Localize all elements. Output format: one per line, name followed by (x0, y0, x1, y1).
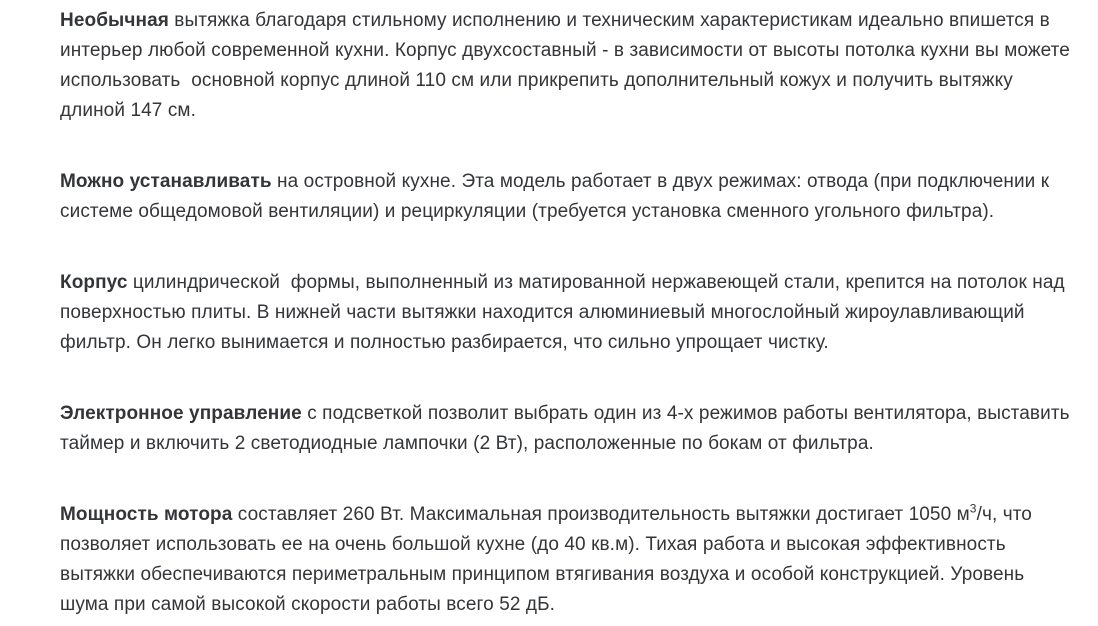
paragraph-text: на островной кухне. Эта модель работает в двух режимах: отвода (при подключении к системе общедомовой вентиляции) и рециркуляции (требуется установка сменного угольного фильтра). (60, 171, 1055, 222)
superscript: 3 (969, 501, 977, 516)
paragraph (60, 268, 1070, 358)
paragraph-lead: Мощность мотора (60, 504, 233, 525)
paragraph-text: составляет 260 Вт. Максимальная производительность вытяжки достигает 1050 м (232, 504, 970, 525)
paragraph-text: вытяжка благодаря стильному исполнению и техническим характеристикам идеально впишется в интерьер любой современной кухни. Корпус двухсоставный - в зависимости от высоты потолка кухни вы можете использовать основной корпус длиной 110 см или прикрепить дополнительный кожух и получить вытяжку длиной 147 см. (60, 10, 1076, 121)
paragraph-lead: Можно устанавливать (60, 171, 272, 192)
paragraph (60, 6, 1076, 126)
paragraph-text: цилиндрической формы, выполненный из матированной нержавеющей стали, крепится на потолок над поверхностью плиты. В нижней части вытяжки находится алюминиевый многослойный жироулавливающий фильтр. Он легко вынимается и полностью разбирается, что сильно упрощает чистку. (60, 272, 1071, 353)
paragraph (60, 399, 1076, 459)
paragraph (60, 167, 1070, 227)
paragraph-lead: Необычная (60, 10, 169, 31)
paragraph-text: /ч, что позволяет использовать ее на очень большой кухне (до 40 кв.м). Тихая работа и высокая эффективность вытяжки обеспечиваются периметральным принципом втягивания воздуха и особой конструкцией. Уровень шума при самой высокой скорости работы всего 52 дБ. (60, 504, 1038, 615)
paragraph-lead: Электронное управление (60, 403, 302, 424)
paragraph (60, 500, 1070, 620)
paragraph-lead: Корпус (60, 272, 128, 293)
paragraph-text: с подсветкой позволит выбрать один из 4-х режимов работы вентилятора, выставить таймер и включить 2 светодиодные лампочки (2 Вт), расположенные по бокам от фильтра. (60, 403, 1076, 454)
